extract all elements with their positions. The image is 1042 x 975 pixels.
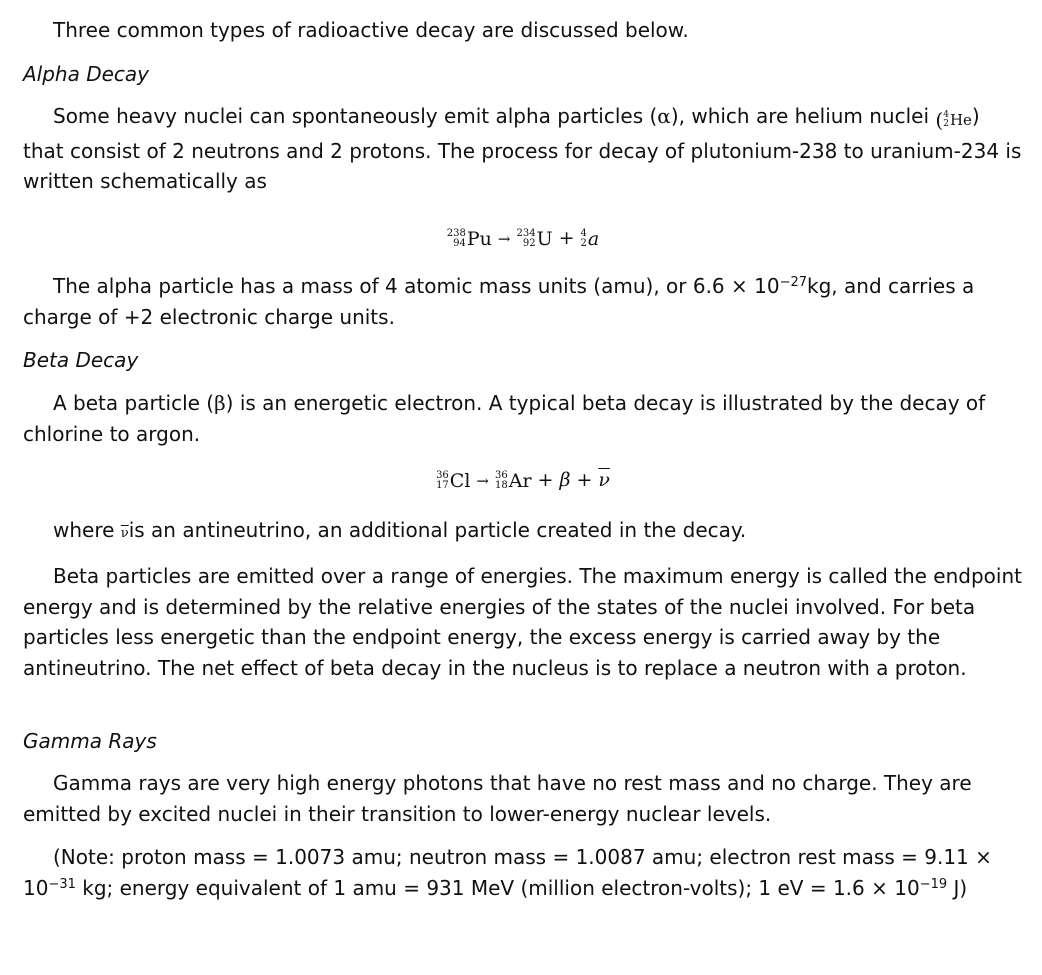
reaction-arrow: → (476, 472, 489, 490)
intro-paragraph: Three common types of radioactive decay are discussed below. (53, 18, 689, 42)
reaction-arrow: → (497, 230, 511, 248)
note-paragraph: (Note: proton mass = 1.0073 amu; neutron mass = 1.0087 amu; electron rest mass = $9.11 \times 10^{-31}$ kg; energy equivalent of 1 amu = 931 MeV (million electron-volts); 1 eV = $1.6 \times 10^{-19}$ J) (23, 845, 992, 900)
argon-nuclide: 36 18 Ar (495, 470, 532, 492)
antineutrino-symbol: $\overline{\nu}$ (598, 469, 610, 491)
beta-paragraph-1: A beta particle (β) is an energetic electron. A typical beta decay is illustrated by the decay of chlorine to argon. (23, 391, 986, 446)
alpha-particle-nuclide: 4 2 a (580, 228, 600, 250)
antineutrino-inline-symbol: $\overline{\nu}$ (120, 526, 129, 541)
beta-decay-heading: Beta Decay (23, 348, 139, 372)
beta-paragraph-3: Beta particles are emitted over a range of energies. The maximum energy is called the endpoint energy and is determined by the relative energies of the states of the nuclei involved. For beta particles less energetic than the endpoint energy, the excess energy is carried away by the antineutrino. The net effect of beta decay in the nucleus is to replace a neutron with a proton. (23, 564, 1022, 680)
alpha-paragraph-1: Some heavy nuclei can spontaneously emit alpha particles (α), which are helium nuclei ( 4 2 He ) that consist of 2 neutrons and 2 protons. The process for decay of plutonium-238 to uranium-234 is written schematically as (23, 104, 1022, 193)
exponent: −27 (779, 275, 808, 290)
alpha-decay-heading: Alpha Decay (23, 62, 150, 86)
alpha-symbol: α (657, 104, 671, 128)
beta-symbol: β (214, 391, 226, 415)
alpha-paragraph-2: The alpha particle has a mass of 4 atomic mass units (amu), or $6.6 \times 10^{-27}kg$, and carries a charge of +2 electronic charge units. (23, 274, 975, 329)
gamma-rays-heading: Gamma Rays (23, 729, 157, 753)
uranium-nuclide: 234 92 U (516, 228, 553, 250)
beta-decay-equation: 36 17 Cl → 36 18 Ar + $\beta + \overline{\nu}$ (23, 466, 1023, 495)
plutonium-nuclide: 238 94 Pu (446, 228, 492, 250)
exponent: −19 (919, 876, 948, 892)
helium-nuclide: ( 4 2 He (935, 108, 972, 132)
beta-particle-symbol: β (559, 469, 571, 491)
chlorine-nuclide: 36 17 Cl (436, 470, 471, 492)
beta-paragraph-2: where $\overline{\nu}is$ an antineutrino, an additional particle created in the decay. (53, 518, 747, 542)
alpha-decay-equation: 238 94 Pu → 234 92 U + 4 2 a (23, 224, 1023, 253)
gamma-paragraph: Gamma rays are very high energy photons that have no rest mass and no charge. They are emitted by excited nuclei in their transition to lower-energy nuclear levels. (23, 771, 972, 826)
exponent: −31 (48, 876, 76, 892)
